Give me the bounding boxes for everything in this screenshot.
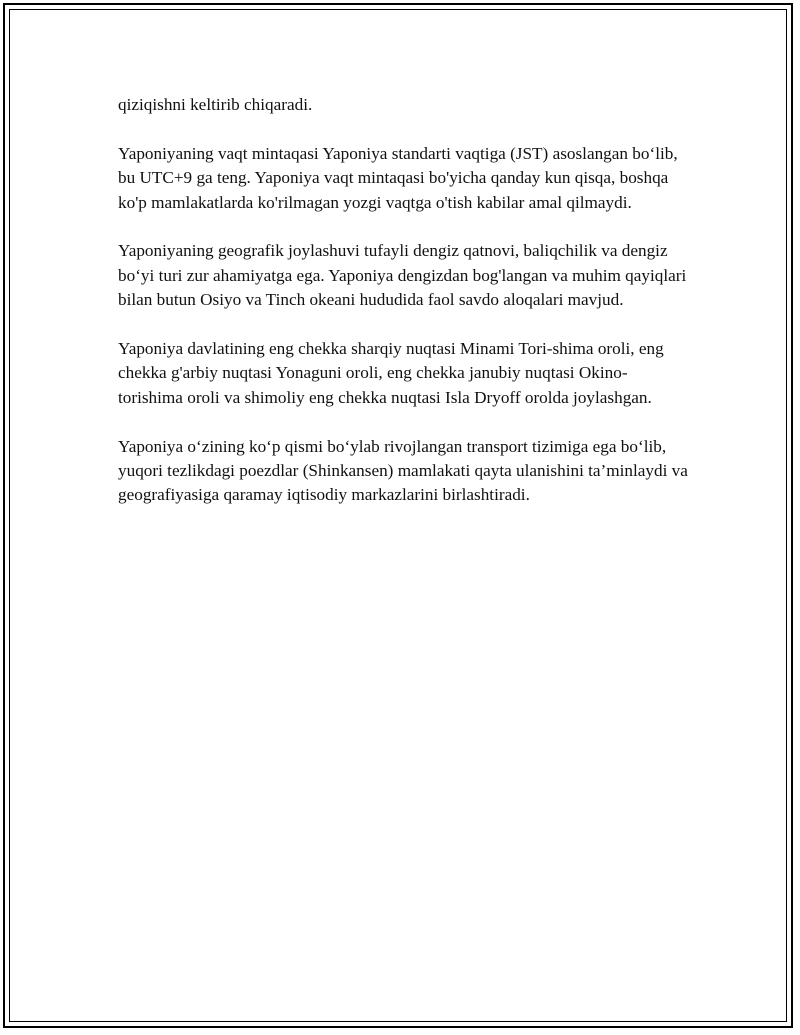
- paragraph-extreme-points: Yaponiya davlatining eng chekka sharqiy nuqtasi Minami Tori-shima oroli, eng chekka g'arbiy nuqtasi Yonaguni oroli, eng chekka janubiy nuqtasi Okino-torishima oroli va shimoliy eng chekka nuqtasi Isla Dryoff orolda joylashgan.: [118, 339, 664, 407]
- paragraph-time-zone: Yaponiyaning vaqt mintaqasi Yaponiya standarti vaqtiga (JST) asoslangan bo‘lib, bu UTC+9 ga teng. Yaponiya vaqt mintaqasi bo'yicha qanday kun qisqa, boshqa ko'p mamlakatlarda ko'rilmagan yozgi vaqtga o'tish kabilar amal qilmaydi.: [118, 143, 678, 212]
- document-body: [118, 93, 688, 532]
- paragraph-continuation: qiziqishni keltirib chiqaradi.: [118, 95, 313, 114]
- paragraph-geography-trade: Yaponiyaning geografik joylashuvi tufayli dengiz qatnovi, baliqchilik va dengiz bo‘yi turi zur ahamiyatga ega. Yaponiya dengizdan bog'langan va muhim qayiqlari bilan butun Osiyo va Tinch okeani hududida faol savdo aloqalari mavjud.: [118, 241, 687, 310]
- paragraph-transport: Yaponiya o‘zining ko‘p qismi bo‘ylab rivojlangan transport tizimiga ega bo‘lib, yuqori tezlikdagi poezdlar (Shinkansen) mamlakati qayta ulanishini ta’minlaydi va geografiyasiga qaramay iqtisodiy markazlarini birlashtiradi.: [118, 436, 688, 505]
